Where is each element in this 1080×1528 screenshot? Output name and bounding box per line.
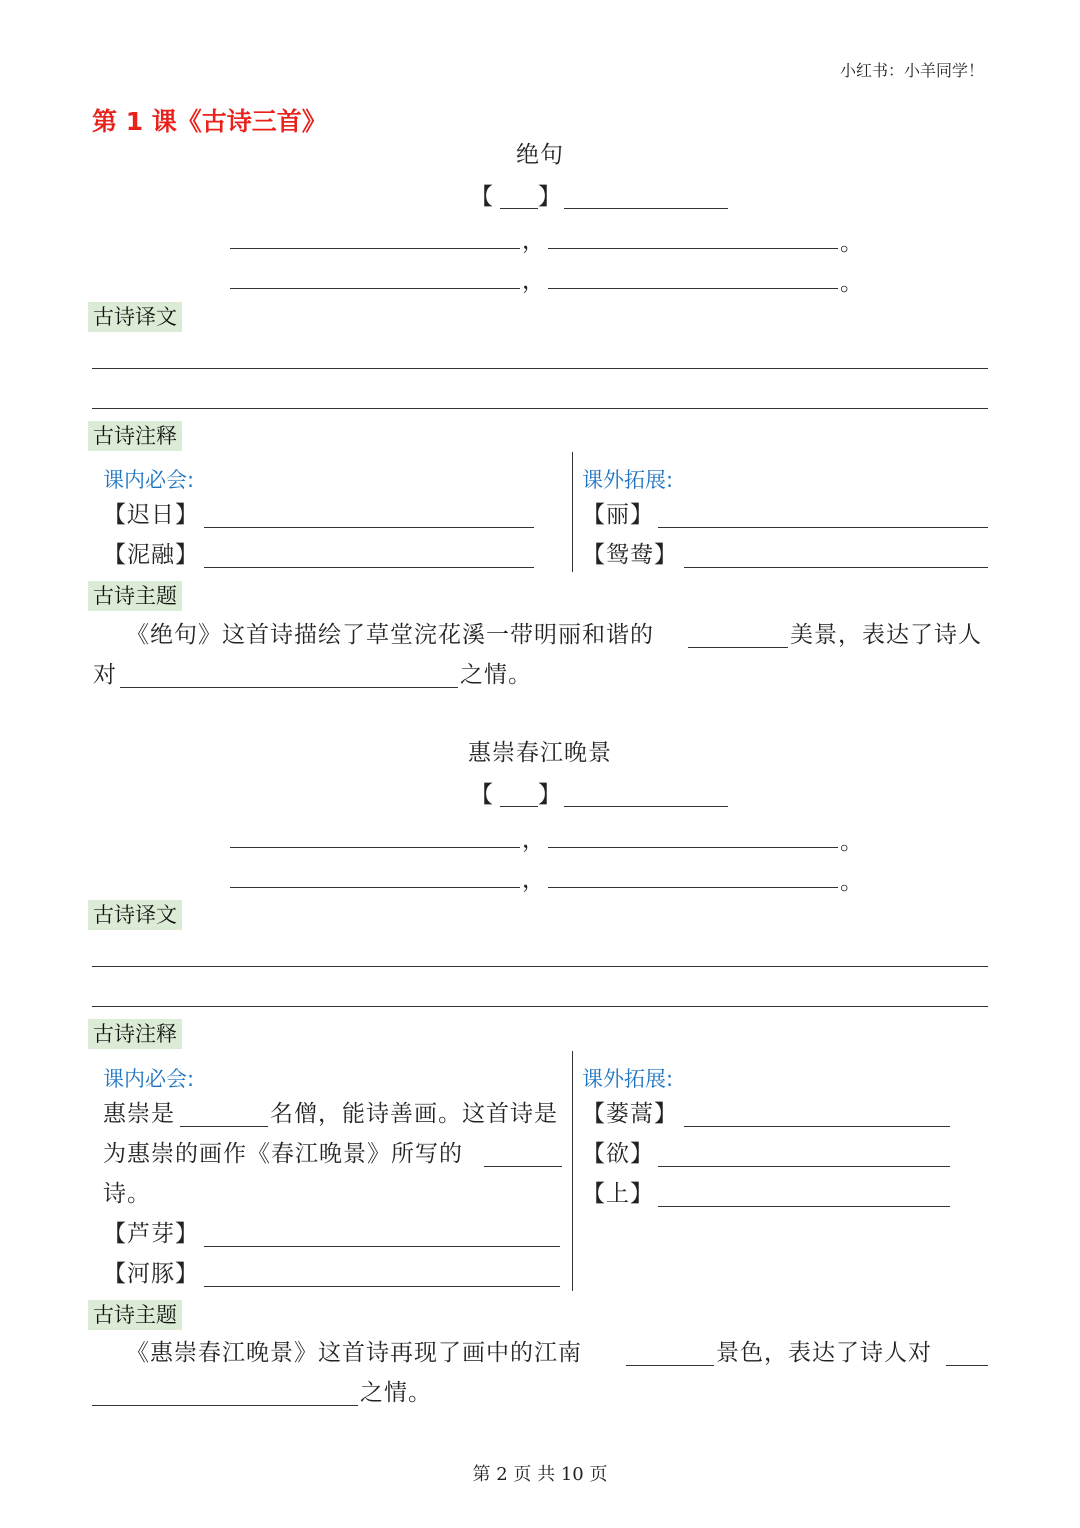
poem1-translation-label: 古诗译文 [88,302,182,332]
poem2-in-class-label: 课内必会: [103,1067,195,1091]
poem2-line1-period: 。 [840,829,864,855]
poem1-line1-b[interactable] [548,248,838,249]
poem2-note-out-1-blank[interactable] [684,1126,950,1127]
poem2-theme-text-1a: 《惠崇春江晚景》这首诗再现了画中的江南 [126,1340,582,1366]
poem1-theme-label: 古诗主题 [88,581,182,611]
poem1-line2-b[interactable] [548,288,838,289]
poem1-note-out-2: 【鸳鸯】 [582,542,678,568]
poem1-line2-period: 。 [840,270,864,296]
poem2-note-out-2: 【欲】 [582,1141,654,1167]
poem2-extension-label: 课外拓展: [582,1067,674,1091]
poem1-dynasty-blank[interactable] [500,208,538,209]
poem1-line1-period: 。 [840,230,864,256]
poem1-dynasty-close: 】 [538,184,562,210]
poem1-note-out-1: 【丽】 [582,502,654,528]
poem1-note-out-1-blank[interactable] [658,527,988,528]
poem2-line2-period: 。 [840,869,864,895]
poem2-note-in-2-blank[interactable] [204,1286,560,1287]
poem2-translation-line1[interactable] [92,966,988,967]
poem2-theme-blank-1[interactable] [626,1365,714,1366]
poem2-theme-text-1b: 景色，表达了诗人对 [716,1340,932,1366]
poem1-line1-a[interactable] [230,248,520,249]
poem2-translation-label: 古诗译文 [88,900,182,930]
poem1-notes-divider [572,452,573,572]
page-footer: 第 2 页 共 10 页 [472,1464,608,1485]
poem1-translation-line2[interactable] [92,408,988,409]
poem2-author-blank[interactable] [564,806,728,807]
poem2-notes-text-1b: 名僧，能诗善画。这首诗是 [270,1101,558,1127]
poem2-notes-divider [572,1051,573,1291]
poem1-author-blank[interactable] [564,208,728,209]
poem2-note-out-1: 【蒌蒿】 [582,1101,678,1127]
poem2-theme-text-2: 之情。 [360,1380,432,1406]
poem2-notes-text-3: 诗。 [103,1181,151,1207]
poem1-theme-text-2a: 对 [93,662,117,688]
poem2-notes-text-2: 为惠崇的画作《春江晚景》所写的 [103,1141,463,1167]
poem2-dynasty-close: 】 [538,782,562,808]
poem2-note-out-2-blank[interactable] [658,1166,950,1167]
lesson-title: 第 1 课《古诗三首》 [92,107,327,136]
poem1-note-in-1-blank[interactable] [204,527,534,528]
poem2-theme-blank-2a[interactable] [946,1365,988,1366]
poem1-note-in-2: 【泥融】 [103,542,199,568]
poem2-line1-a[interactable] [230,847,520,848]
poem1-theme-text-1b: 美景，表达了诗人 [790,622,982,648]
poem1-notes-label: 古诗注释 [88,421,182,451]
poem1-dynasty-open: 【 [470,184,494,210]
poem1-note-in-2-blank[interactable] [204,567,534,568]
poem2-note-in-1: 【芦芽】 [103,1221,199,1247]
poem1-theme-blank-1[interactable] [688,647,788,648]
poem1-theme-text-1a: 《绝句》这首诗描绘了草堂浣花溪一带明丽和谐的 [126,622,654,648]
poem2-line2-comma: ， [522,867,546,893]
poem1-title: 绝句 [516,142,564,168]
poem2-notes-blank-2[interactable] [484,1166,562,1167]
poem2-note-out-3: 【上】 [582,1181,654,1207]
poem2-note-in-2: 【河豚】 [103,1261,199,1287]
poem1-line1-comma: ， [522,228,546,254]
poem1-theme-blank-2[interactable] [120,687,458,688]
poem1-theme-text-2b: 之情。 [460,662,532,688]
poem2-dynasty-open: 【 [470,782,494,808]
poem1-note-in-1: 【迟日】 [103,502,199,528]
poem2-notes-text-1a: 惠崇是 [103,1101,175,1127]
poem2-note-in-1-blank[interactable] [204,1246,560,1247]
poem2-line2-b[interactable] [548,887,838,888]
poem2-note-out-3-blank[interactable] [658,1206,950,1207]
poem2-notes-label: 古诗注释 [88,1019,182,1049]
poem2-theme-blank-2b[interactable] [92,1405,358,1406]
poem1-translation-line1[interactable] [92,368,988,369]
poem1-line2-a[interactable] [230,288,520,289]
poem2-line2-a[interactable] [230,887,520,888]
poem2-notes-blank-1[interactable] [180,1126,268,1127]
poem2-line1-comma: ， [522,827,546,853]
poem1-note-out-2-blank[interactable] [684,567,988,568]
source-note: 小红书：小羊同学！ [839,61,984,80]
poem1-in-class-label: 课内必会: [103,468,195,492]
poem2-translation-line2[interactable] [92,1006,988,1007]
poem2-theme-label: 古诗主题 [88,1300,182,1330]
poem2-dynasty-blank[interactable] [500,806,538,807]
poem1-extension-label: 课外拓展: [582,468,674,492]
poem2-title: 惠崇春江晚景 [468,740,612,766]
poem1-line2-comma: ， [522,268,546,294]
poem2-line1-b[interactable] [548,847,838,848]
